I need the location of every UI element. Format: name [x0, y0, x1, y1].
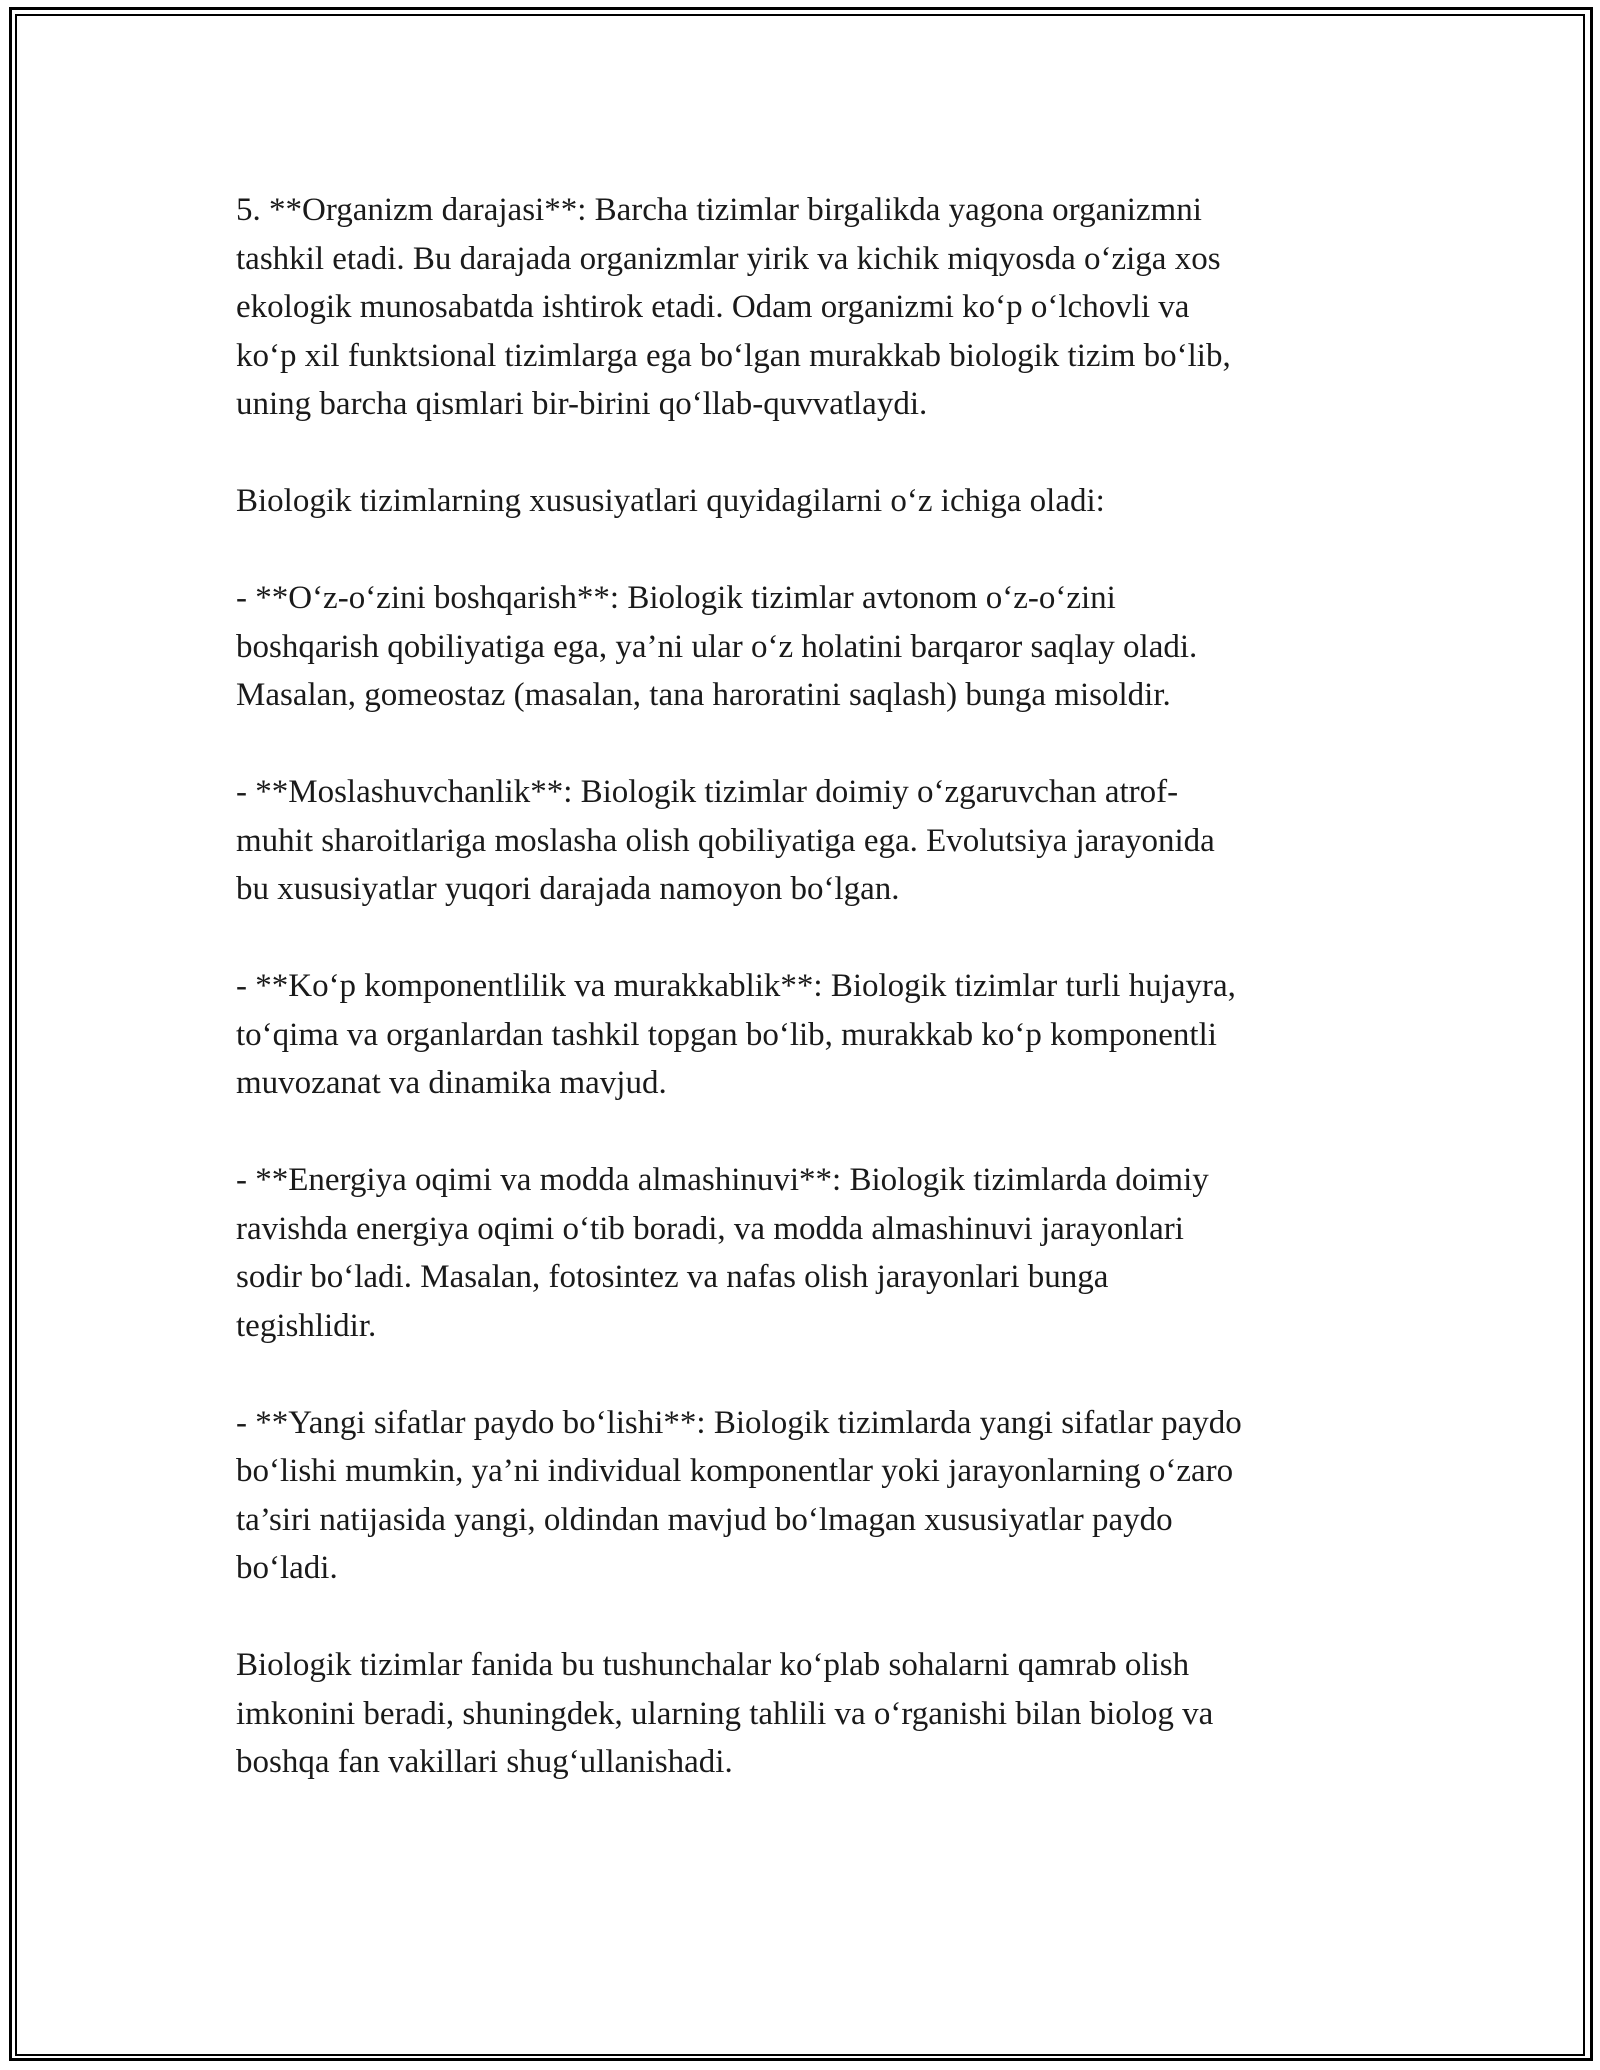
- list-item-energy-flow: - **Energiya oqimi va modda almashinuvi**: Biologik tizimlarda doimiy ravishda energiya oqimi oʻtib boradi, va modda almashinuvi jarayonlari sodir boʻladi. Masalan, fotosintez va nafas olish jarayonlari bunga tegishlidir.: [236, 1162, 1209, 1344]
- list-item-complexity: - **Koʻp komponentlilik va murakkablik**: Biologik tizimlar turli hujayra, toʻqima va organlardan tashkil topgan boʻlib, murakkab koʻp komponentli muvozanat va dinamika mavjud.: [236, 968, 1236, 1101]
- list-item-adaptability: - **Moslashuvchanlik**: Biologik tizimlar doimiy oʻzgaruvchan atrof- muhit sharoitlariga moslasha olish qobiliyatiga ega. Evolutsiya jarayonida bu xususiyatlar yuqori darajada namoyon boʻlgan.: [236, 774, 1215, 907]
- list-item-self-regulation: - **Oʻz-oʻzini boshqarish**: Biologik tizimlar avtonom oʻz-oʻzini boshqarish qobiliyatiga ega, ya’ni ular oʻz holatini barqaror saqlay oladi. Masalan, gomeostaz (masalan, tana haroratini saqlash) bunga misoldir.: [236, 580, 1198, 713]
- paragraph-conclusion: Biologik tizimlar fanida bu tushunchalar koʻplab sohalarni qamrab olish imkonini beradi, shuningdek, ularning tahlili va oʻrganishi bilan biolog va boshqa fan vakillari shugʻullanishadi.: [236, 1647, 1214, 1780]
- document-body: [236, 186, 1366, 1787]
- paragraph-properties-intro: Biologik tizimlarning xususiyatlari quyidagilarni oʻz ichiga oladi:: [236, 483, 1105, 519]
- list-item-emergent-properties: - **Yangi sifatlar paydo boʻlishi**: Biologik tizimlarda yangi sifatlar paydo boʻlishi mumkin, ya’ni individual komponentlar yoki jarayonlarning oʻzaro ta’siri natijasida yangi, oldindan mavjud boʻlmagan xususiyatlar paydo boʻladi.: [236, 1404, 1242, 1586]
- paragraph-organism-level: 5. **Organizm darajasi**: Barcha tizimlar birgalikda yagona organizmni tashkil etadi. Bu darajada organizmlar yirik va kichik miqyosda oʻziga xos ekologik munosabatda ishtirok etadi. Odam organizmi koʻp oʻlchovli va koʻp xil funktsional tizimlarga ega boʻlgan murakkab biologik tizim boʻlib, uning barcha qismlari bir-birini qoʻllab-quvvatlaydi.: [236, 192, 1231, 422]
